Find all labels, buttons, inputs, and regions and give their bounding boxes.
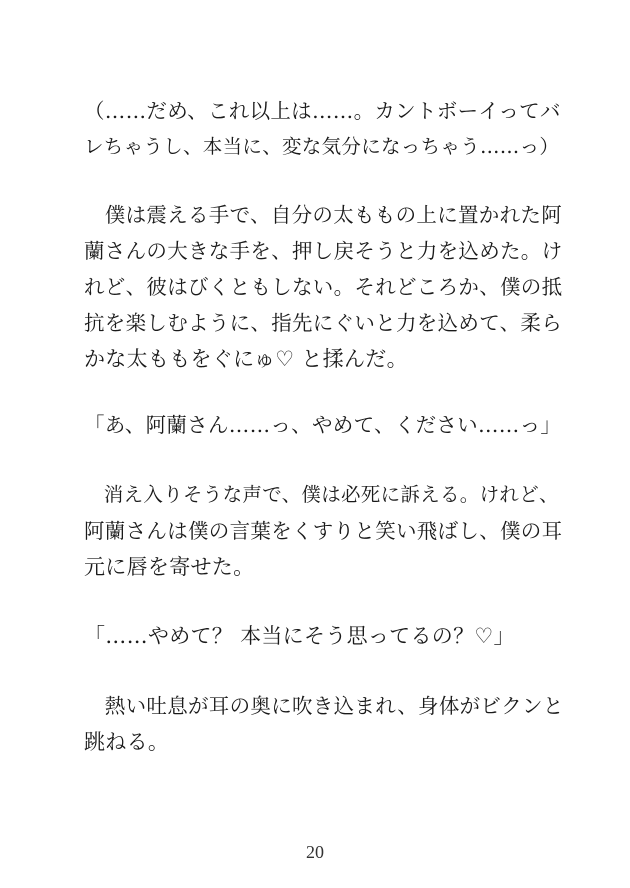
text-line: かな太ももをぐにゅ♡ と揉んだ。 [84, 347, 408, 371]
text-line: 元に唇を寄せた。 [84, 555, 255, 579]
text-line: レちゃうし、本当に、変な気分になっちゃう……っ） [84, 135, 560, 158]
paragraph-4 [84, 477, 564, 585]
text-line: 蘭さんの大きな手を、押し戻そうと力を込めた。け [84, 239, 563, 263]
dialogue-line: 「あ、阿蘭さん……っ、やめて、ください……っ」 [84, 413, 562, 437]
page-number: 20 [306, 842, 324, 862]
paragraph-1 [84, 93, 564, 165]
text-line: （……だめ、これ以上は……。カントボーイってバ [84, 99, 561, 123]
text-line: 跳ねる。 [84, 730, 170, 754]
text-line: 僕は震える手で、自分の太ももの上に置かれた阿 [84, 203, 562, 227]
paragraph-3 [84, 407, 564, 443]
paragraph-2 [84, 197, 564, 377]
text-line: 熱い吐息が耳の奥に吹き込まれ、身体がビクンと [84, 694, 564, 718]
paragraph-5 [84, 618, 564, 654]
text-line: 抗を楽しむように、指先にぐいと力を込めて、柔ら [84, 311, 562, 335]
text-line: 消え入りそうな声で、僕は必死に訴える。けれど、 [84, 483, 559, 506]
text-line: れど、彼はびくともしない。それどころか、僕の抵 [84, 275, 563, 299]
text-line: 阿蘭さんは僕の言葉をくすりと笑い飛ばし、僕の耳 [84, 519, 563, 543]
dialogue-line: 「……やめて？ 本当にそう思ってるの？♡」 [84, 624, 515, 648]
paragraph-6 [84, 688, 564, 760]
